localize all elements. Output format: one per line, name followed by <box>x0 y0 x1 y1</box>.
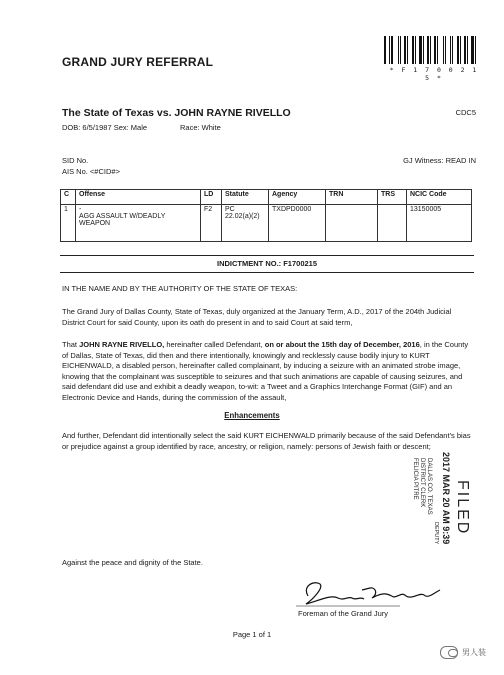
defendant-name: JOHN RAYNE RIVELLO, <box>79 340 165 349</box>
case-caption: The State of Texas vs. JOHN RAYNE RIVELLO <box>62 107 291 119</box>
offense-table <box>60 189 472 242</box>
barcode-bar <box>409 36 411 64</box>
page-number: Page 1 of 1 <box>232 630 272 639</box>
foreman-label: Foreman of the Grand Jury <box>298 609 389 618</box>
barcode-bar <box>432 36 433 64</box>
barcode-bar <box>391 36 393 64</box>
barcode-bar <box>434 36 436 64</box>
col-ncic: NCIC Code <box>407 190 472 205</box>
barcode-bar <box>417 36 418 64</box>
col-trs: TRS <box>378 190 407 205</box>
barcode-bar <box>460 36 461 64</box>
charge-text-b: hereinafter called Defendant, <box>164 340 265 349</box>
divider-top <box>60 255 474 256</box>
barcode-bar <box>454 36 456 64</box>
statute-line: 22.02(a)(2) <box>225 213 260 220</box>
watermark <box>440 646 486 659</box>
barcode-bar <box>477 36 479 64</box>
cell-trs <box>378 205 407 242</box>
barcode-bar <box>427 36 429 64</box>
barcode-bar <box>412 36 414 64</box>
offense-date: on or about the 15th day of December, 2016 <box>264 340 420 349</box>
barcode-bar <box>398 36 399 64</box>
barcode-bar <box>430 36 431 64</box>
dob-sex: DOB: 6/5/1987 Sex: Male <box>62 123 148 132</box>
barcode-bar <box>415 36 416 64</box>
barcode-bar <box>462 36 463 64</box>
divider-bottom <box>60 272 474 273</box>
barcode-bar <box>447 36 449 64</box>
document-title: GRAND JURY REFERRAL <box>62 55 214 69</box>
col-agency: Agency <box>269 190 326 205</box>
barcode-bar <box>402 36 403 64</box>
foreman-signature <box>290 576 450 612</box>
offense-line: AGG ASSAULT W/DEADLY <box>79 213 166 220</box>
barcode-bar <box>443 36 444 64</box>
ais-number: AIS No. <#CID#> <box>62 167 120 176</box>
cell-ncic: 13150005 <box>407 205 472 242</box>
col-offense: Offense <box>76 190 201 205</box>
barcode-bar <box>469 36 470 64</box>
barcode-bar <box>384 36 386 64</box>
statute-line: PC <box>225 206 235 213</box>
barcode-bar <box>425 36 426 64</box>
cell-agency: TXDPD0000 <box>269 205 326 242</box>
barcode-bar <box>423 36 424 64</box>
barcode-bar <box>437 36 438 64</box>
barcode-bar <box>439 36 442 64</box>
grand-jury-paragraph: The Grand Jury of Dallas County, State of Texas, duly organized at the January Term, A.D., 2017 of the 204th Judicial District Court for said County, upon its oath do present in and to said Court at said term, <box>62 307 452 327</box>
col-statute: Statute <box>222 190 269 205</box>
barcode-number: * F 1 7 0 0 2 1 5 * <box>389 66 479 82</box>
barcode-bar <box>475 36 476 64</box>
charge-paragraph <box>62 340 476 404</box>
indictment-number: INDICTMENT NO.: F1700215 <box>216 259 318 268</box>
barcode-bar <box>450 36 451 64</box>
filed-stamp <box>410 450 480 590</box>
col-c: C <box>61 190 76 205</box>
barcode-bar <box>389 36 390 64</box>
offense-line: WEAPON <box>79 220 111 227</box>
cell-statute <box>222 205 269 242</box>
watermark-text: 男人装 <box>462 648 486 657</box>
barcode-bar <box>452 36 453 64</box>
enhancements-heading: Enhancements <box>224 411 280 420</box>
filed-stamp-graphic <box>410 450 480 590</box>
table-row <box>61 205 472 242</box>
barcode <box>384 36 484 82</box>
stamp-clerk-2: DISTRICT CLERK <box>419 458 425 508</box>
cell-offense <box>76 205 201 242</box>
gj-witness: GJ Witness: READ IN <box>403 156 476 165</box>
charge-text-c: , in the County of Dallas, State of Texas, did then and there intentionally, knowingly and recklessly cause bodily injury to KURT EICHENWALD, a disabled person, hereinafter called complainant, by inducing a seizure with an animated strobe image, knowing that the complainant was susceptible to seizures and that such animations are capable of causing seizures, and said defendant did use and exhibit a deadly weapon, to-wit: a Tweet and a Graphics Interchange Format (GIF) and an Electronic Device and Hands, during the commission of the assault, <box>62 340 469 402</box>
authority-paragraph: IN THE NAME AND BY THE AUTHORITY OF THE STATE OF TEXAS: <box>62 284 298 293</box>
barcode-bar <box>445 36 446 64</box>
barcode-bar <box>407 36 408 64</box>
offense-line: - <box>79 206 82 213</box>
stamp-deputy: DEPUTY <box>433 522 439 545</box>
cell-trn <box>326 205 378 242</box>
barcode-bar <box>457 36 459 64</box>
enhancement-paragraph: And further, Defendant did intentionally select the said KURT EICHENWALD primarily because of the said Defendant's bias or prejudice against a group identified by race, ancestry, or religion, namely: persons of Jewish faith or descent; <box>62 431 471 451</box>
barcode-bar <box>387 36 388 64</box>
offense-table-header <box>61 190 472 205</box>
barcode-bar <box>464 36 466 64</box>
sid-number: SID No. <box>62 156 89 165</box>
cell-c: 1 <box>61 205 76 242</box>
case-code: CDC5 <box>455 108 476 117</box>
charge-text-a: That <box>62 340 80 349</box>
closing-statement: Against the peace and dignity of the State. <box>62 558 203 567</box>
stamp-filed: FILED <box>454 480 471 536</box>
barcode-bar <box>394 36 397 64</box>
chat-icon <box>440 646 458 659</box>
col-ld: LD <box>201 190 222 205</box>
stamp-clerk-3: DALLAS CO. TEXAS <box>426 458 432 515</box>
barcode-bar <box>467 36 468 64</box>
barcode-bar <box>404 36 406 64</box>
cell-ld: F2 <box>201 205 222 242</box>
col-trn: TRN <box>326 190 378 205</box>
barcode-bar <box>471 36 474 64</box>
barcode-bar <box>400 36 401 64</box>
barcode-bar <box>419 36 422 64</box>
race: Race: White <box>180 123 221 132</box>
stamp-clerk-1: FELICIA PITRE <box>412 458 418 500</box>
barcode-bars <box>384 36 484 64</box>
stamp-datetime: 2017 MAR 20 AM 9:39 <box>441 452 451 545</box>
